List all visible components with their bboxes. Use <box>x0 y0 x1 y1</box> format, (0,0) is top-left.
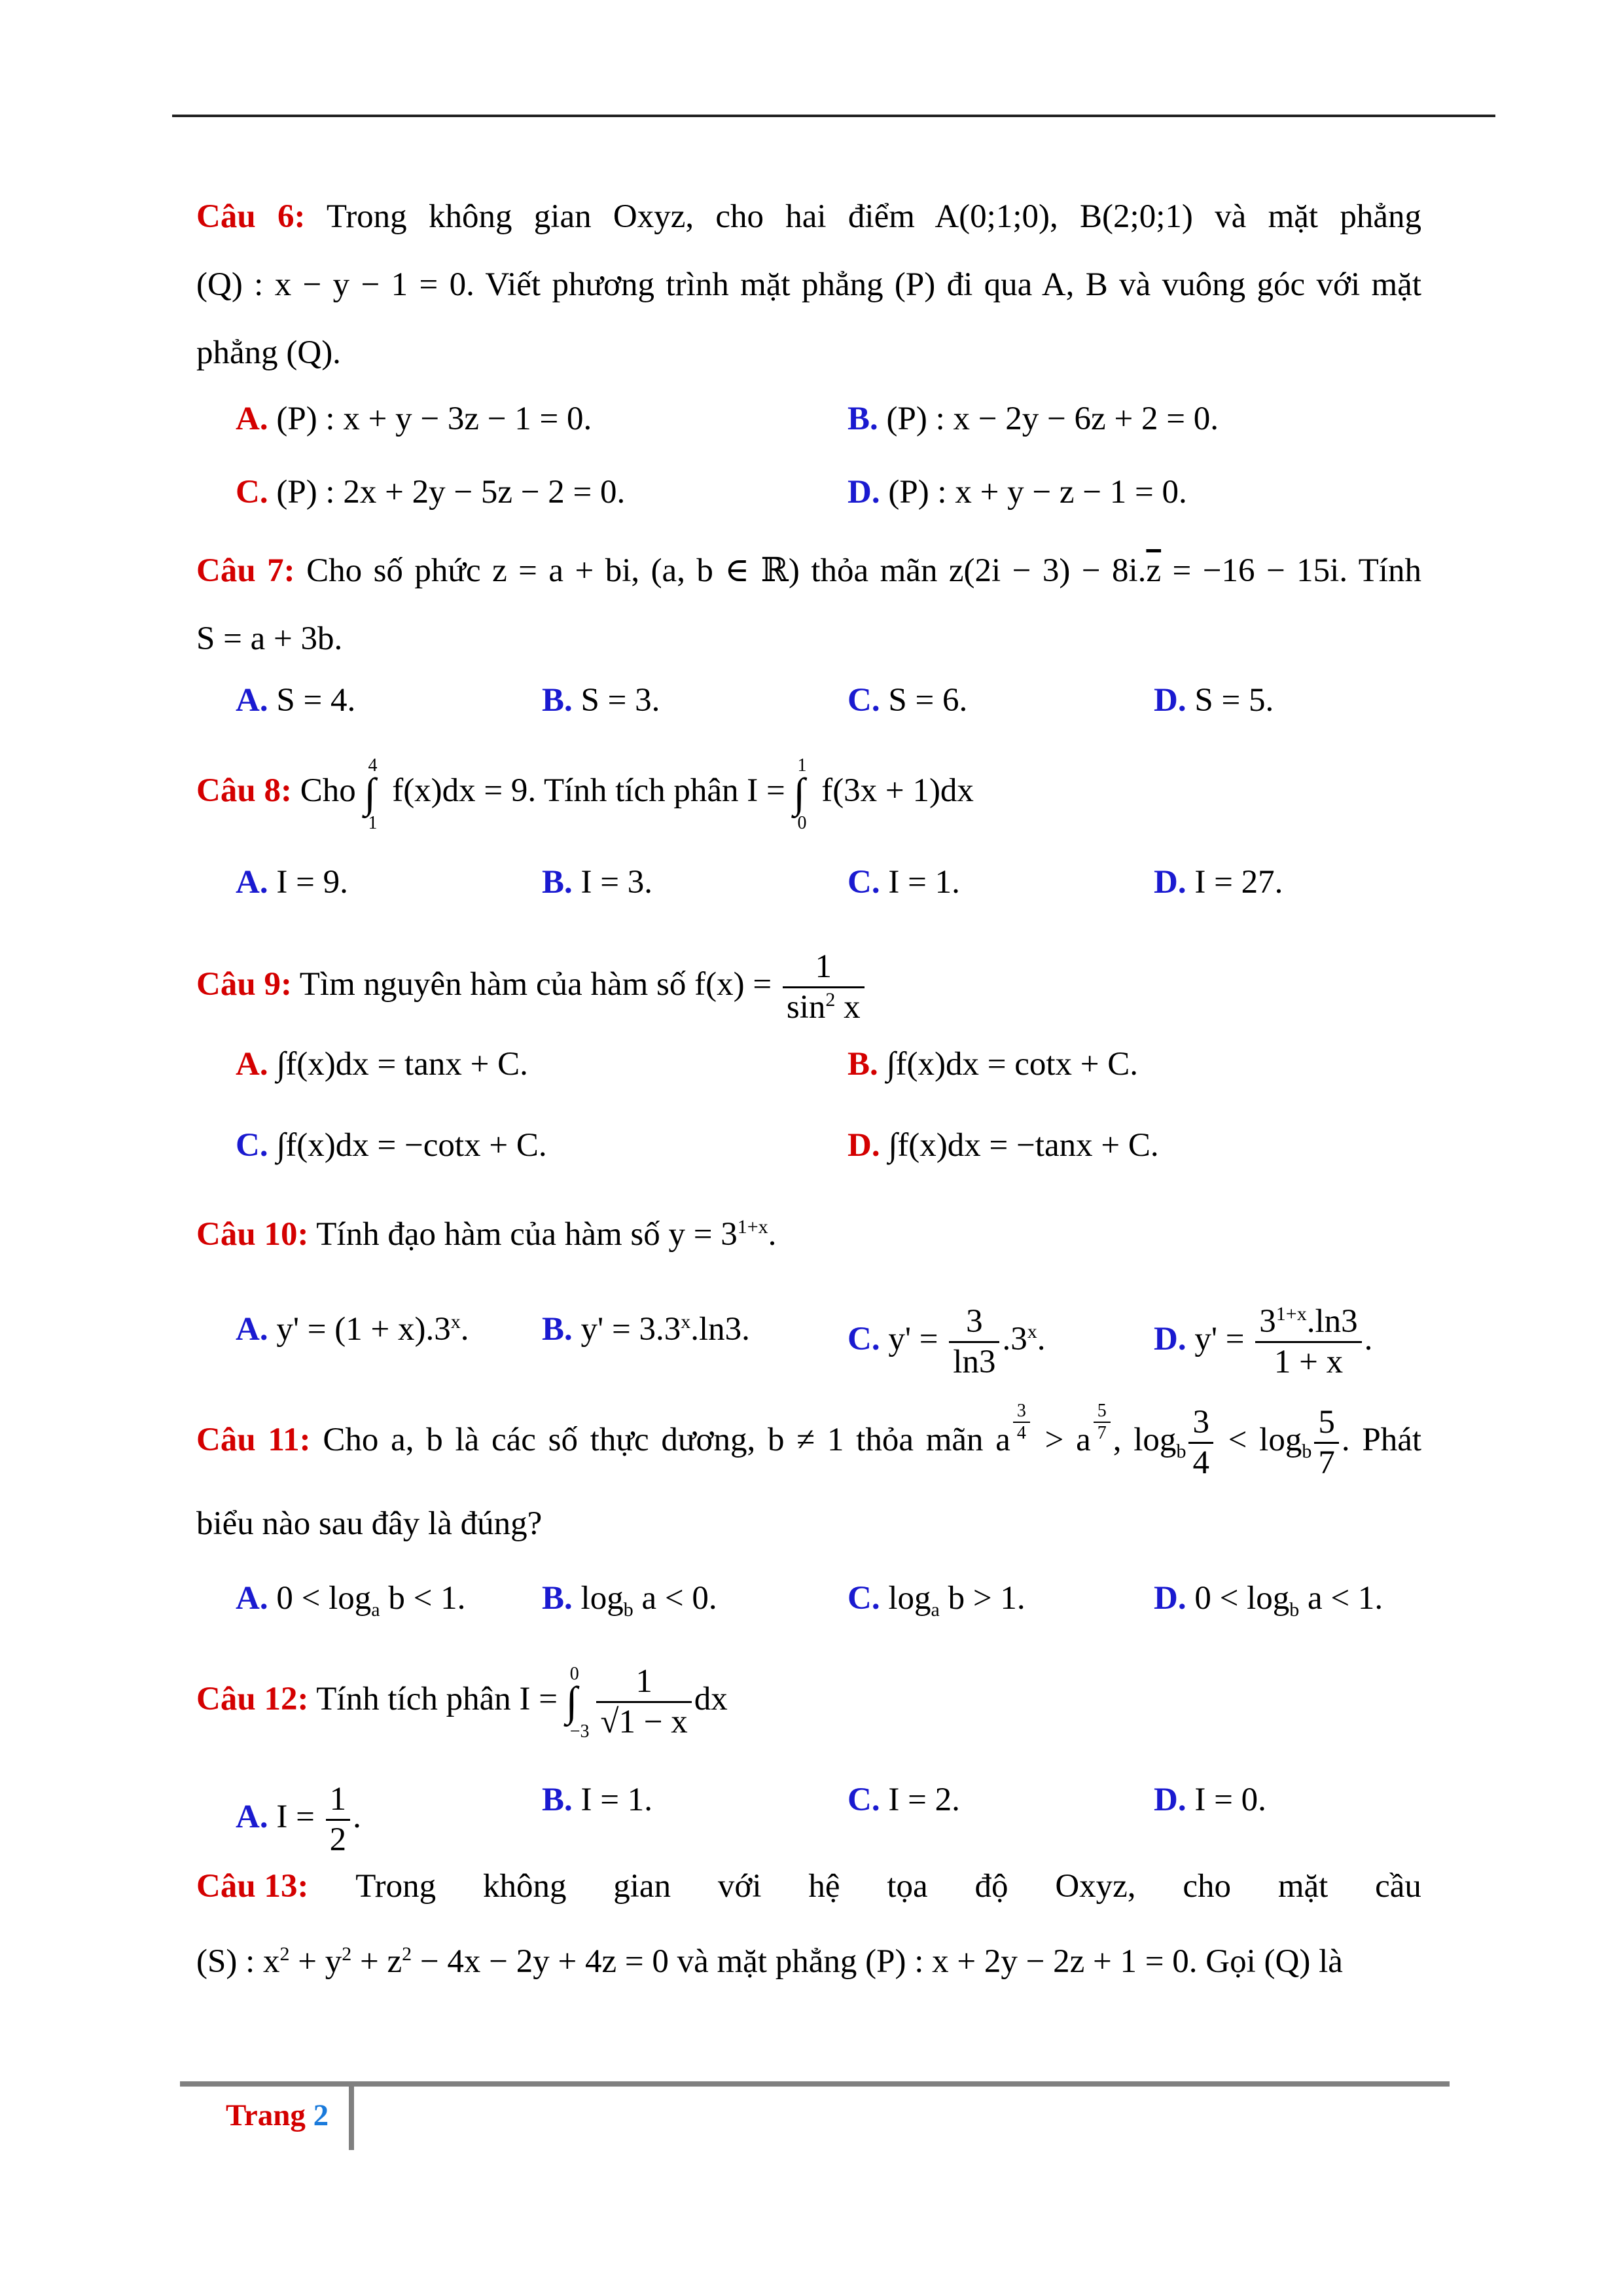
option-label: C. <box>847 1782 880 1818</box>
q13-word: gian <box>613 1868 671 1905</box>
log-base: b <box>623 1599 633 1621</box>
num-part: .ln3 <box>1306 1303 1358 1340</box>
integral-lower: −3 <box>569 1721 590 1742</box>
q13-word: cầu <box>1375 1868 1421 1905</box>
question-10 <box>196 1208 776 1254</box>
option-text: I = 1. <box>888 864 960 901</box>
option-text <box>276 1311 469 1348</box>
opt-part: .3 <box>1002 1320 1027 1357</box>
fraction-numerator: 3 <box>1192 1404 1209 1441</box>
opt-fraction <box>1255 1302 1361 1381</box>
q11-line-2: biểu nào sau đây là đúng? <box>196 1505 543 1543</box>
option-label: C. <box>847 1580 880 1617</box>
option-text: I = 2. <box>888 1782 960 1818</box>
q11-option-c[interactable] <box>847 1579 1026 1630</box>
q11-text: . Phát <box>1341 1422 1421 1459</box>
integral-sign: ∫ 1 0 <box>793 774 813 813</box>
fraction-denominator: 2 <box>326 1819 351 1859</box>
q13-word: Oxyz, <box>1055 1868 1136 1905</box>
opt-part: y' = 3.3 <box>580 1311 681 1348</box>
q13-word: cho <box>1183 1868 1231 1905</box>
q7-text: Cho số phức <box>306 552 481 589</box>
option-text: S = 6. <box>888 682 968 719</box>
cond-part: , log <box>1113 1422 1177 1459</box>
opt-fraction <box>949 1302 999 1381</box>
q9-option-c[interactable] <box>236 1126 547 1165</box>
eq-part: + y <box>289 1943 342 1980</box>
page-number: 2 <box>313 2098 329 2132</box>
option-text: S = 4. <box>276 682 356 719</box>
q7-option-b[interactable] <box>542 681 660 720</box>
integral-upper: 4 <box>368 755 378 776</box>
option-label: D. <box>847 1127 880 1164</box>
q10-option-c[interactable] <box>847 1302 1045 1381</box>
q7-option-d[interactable] <box>1154 681 1274 720</box>
fn-part: y = 3 <box>668 1216 738 1253</box>
opt-part: a < 0. <box>633 1580 717 1617</box>
q7-conjugate: $\overline{z}$ <box>1146 552 1162 589</box>
integral-upper: 0 <box>569 1664 579 1685</box>
option-label: C. <box>236 1127 268 1164</box>
opt-exponent: x <box>450 1311 461 1333</box>
fraction-numerator: 1 <box>635 1663 652 1700</box>
q13-sphere-eq <box>196 1943 669 1980</box>
opt-part: . <box>353 1798 361 1835</box>
option-label: A. <box>236 1798 268 1835</box>
q13-text: . Gọi (Q) là <box>1188 1943 1343 1980</box>
opt-part: a < 1. <box>1299 1580 1383 1617</box>
q12-option-d[interactable] <box>1154 1780 1266 1820</box>
q12-dx: dx <box>694 1680 728 1717</box>
q7-heading: Câu 7: <box>196 552 295 589</box>
q12-option-a[interactable] <box>236 1780 361 1859</box>
option-label: B. <box>542 1782 573 1818</box>
opt-part: b > 1. <box>939 1580 1026 1617</box>
option-label: D. <box>1154 1782 1186 1818</box>
q10-function <box>668 1216 776 1253</box>
q7-eq-part: z(2i − 3) − 8i. <box>948 552 1147 589</box>
fraction-denominator: 4 <box>1188 1442 1213 1482</box>
opt-exponent: x <box>681 1311 691 1333</box>
q8-text: Tính tích phân <box>544 772 739 809</box>
q8-option-c[interactable] <box>847 863 960 902</box>
q6-line-1 <box>196 183 1421 251</box>
q6-heading: Câu 6: <box>196 198 306 235</box>
question-13 <box>196 1852 1421 1996</box>
option-text <box>276 1580 466 1621</box>
q9-fraction <box>783 948 865 1026</box>
log-fraction <box>1188 1403 1213 1482</box>
option-label: A. <box>236 682 268 719</box>
exp-fraction <box>1094 1401 1111 1444</box>
fn-part: . <box>768 1216 777 1253</box>
option-label: C. <box>847 864 880 901</box>
q11-condition <box>995 1401 1342 1481</box>
q13-heading: Câu 13: <box>196 1868 309 1905</box>
q13-line-2 <box>196 1920 1421 1996</box>
q13-word: độ <box>974 1868 1008 1905</box>
option-label: B. <box>542 1311 573 1348</box>
num-exponent: 1+x <box>1275 1303 1307 1325</box>
q6-option-c[interactable] <box>236 473 625 512</box>
option-label: A. <box>236 864 268 901</box>
page-label: Trang <box>226 2098 306 2132</box>
log-fraction <box>1314 1403 1339 1482</box>
question-7 <box>196 537 1421 673</box>
fraction-denominator: 4 <box>1013 1422 1030 1444</box>
opt-part: b < 1. <box>380 1580 466 1617</box>
fn-exponent: 1+x <box>737 1216 768 1238</box>
option-label: C. <box>236 474 268 511</box>
option-label: C. <box>847 1320 880 1357</box>
q7-line-2: S = a + 3b. <box>196 620 343 657</box>
den-exponent: 2 <box>825 988 836 1011</box>
fraction-denominator: 1 + x <box>1255 1341 1361 1382</box>
q9-heading: Câu 9: <box>196 965 292 1003</box>
option-label: D. <box>847 474 880 511</box>
eq-part: + z <box>351 1943 402 1980</box>
q8-integrand: f(3x + 1)dx <box>821 772 974 809</box>
q9-function: f(x) = <box>694 965 772 1003</box>
q12-option-b[interactable] <box>542 1780 652 1820</box>
question-6 <box>196 183 1421 387</box>
eq-exponent: 2 <box>342 1943 352 1965</box>
opt-part: .ln3. <box>690 1311 750 1348</box>
fraction-numerator <box>1255 1302 1361 1341</box>
q12-fraction <box>596 1662 691 1741</box>
q13-word: mặt <box>1277 1868 1329 1905</box>
option-text <box>580 1580 717 1621</box>
option-text <box>888 1580 1026 1621</box>
opt-part: . <box>1364 1320 1373 1357</box>
option-label: B. <box>542 682 573 719</box>
q9-option-b[interactable] <box>847 1045 1138 1084</box>
question-9 <box>196 948 867 1026</box>
opt-part: 0 < log <box>1194 1580 1290 1617</box>
opt-part: 0 < log <box>276 1580 372 1617</box>
option-text: S = 5. <box>1194 682 1274 719</box>
option-text: I = 1. <box>580 1782 653 1818</box>
fraction-numerator: 3 <box>966 1303 983 1340</box>
option-label: C. <box>847 682 880 719</box>
q8-option-d[interactable] <box>1154 863 1283 902</box>
exp-fraction <box>1013 1401 1030 1444</box>
opt-part: log <box>888 1580 931 1617</box>
log-base: b <box>1289 1599 1300 1621</box>
q11-heading: Câu 11: <box>196 1422 311 1459</box>
question-11 <box>196 1401 1421 1560</box>
q8-heading: Câu 8: <box>196 772 292 809</box>
q13-word: hệ <box>808 1868 840 1905</box>
q12-option-c[interactable] <box>847 1780 960 1820</box>
q13-line-1 <box>196 1852 1421 1920</box>
q7-text: Tính <box>1358 552 1421 589</box>
option-label: A. <box>236 1046 268 1083</box>
option-text: ∫f(x)dx = cotx + C. <box>886 1046 1139 1083</box>
eq-exponent: 2 <box>402 1943 412 1965</box>
option-text: ∫f(x)dx = tanx + C. <box>276 1046 528 1083</box>
footer-separator <box>349 2085 354 2150</box>
q8-i-eq: I = <box>747 772 785 809</box>
q13-word: không <box>482 1868 567 1905</box>
q6-stem-1: Trong không gian Oxyz, cho hai điểm A(0;1;0), B(2;0;1) và mặt phẳng <box>326 198 1421 235</box>
option-text: I = 9. <box>276 864 348 901</box>
q13-plane-eq: (P) : x + 2y − 2z + 1 = 0 <box>865 1943 1189 1980</box>
opt-fraction <box>326 1780 351 1859</box>
q12-text: Tính tích phân <box>316 1680 511 1717</box>
q7-option-c[interactable] <box>847 681 967 720</box>
question-8 <box>196 755 974 834</box>
q11-text: Cho a, b là các số thực dương, b ≠ 1 thỏa mãn <box>323 1422 984 1459</box>
fraction-denominator: 7 <box>1094 1422 1111 1444</box>
q11-option-a[interactable] <box>236 1579 465 1630</box>
q8-text: Cho <box>300 772 356 809</box>
fraction-denominator: √1 − x <box>596 1701 691 1742</box>
option-text: I = 0. <box>1194 1782 1266 1818</box>
fraction-numerator: 3 <box>1016 1401 1026 1421</box>
option-label: B. <box>847 401 878 437</box>
eq-part: − 4x − 2y + 4z = 0 <box>412 1943 669 1980</box>
eq-exponent: 2 <box>279 1943 290 1965</box>
opt-part: y' = <box>1194 1320 1245 1357</box>
fraction-numerator: 1 <box>815 948 832 985</box>
q10-option-d[interactable] <box>1154 1302 1372 1381</box>
option-text: (P) : 2x + 2y − 5z − 2 = 0. <box>276 474 626 511</box>
option-text: S = 3. <box>580 682 660 719</box>
option-label: A. <box>236 401 268 437</box>
q12-i-eq: I = <box>519 1680 558 1717</box>
q13-word: tọa <box>887 1868 928 1905</box>
opt-part: . <box>1037 1320 1046 1357</box>
num-part: 3 <box>1259 1303 1276 1340</box>
cond-part: a <box>995 1422 1010 1459</box>
fraction-denominator <box>783 986 865 1027</box>
q6-line-2 <box>196 251 1421 319</box>
q11-option-d[interactable] <box>1154 1579 1383 1630</box>
eq-part: (S) : x <box>196 1943 280 1980</box>
option-text <box>581 1311 750 1348</box>
option-text: I = 27. <box>1194 864 1283 901</box>
question-12 <box>196 1662 728 1741</box>
option-text: (P) : x + y − 3z − 1 = 0. <box>276 401 592 437</box>
option-text: (P) : x − 2y − 6z + 2 = 0. <box>886 401 1219 437</box>
den-part: x <box>835 988 861 1026</box>
q10-option-a[interactable] <box>236 1302 469 1349</box>
integral-sign: ∫ 0 −3 <box>566 1682 586 1721</box>
option-label: B. <box>542 864 573 901</box>
option-label: B. <box>847 1046 878 1083</box>
cond-part: > a <box>1032 1422 1091 1459</box>
fraction-denominator: 7 <box>1314 1442 1339 1482</box>
option-label: A. <box>236 1311 268 1348</box>
q6-option-a[interactable] <box>236 399 592 439</box>
q12-heading: Câu 12: <box>196 1680 309 1717</box>
fraction-numerator: 1 <box>329 1781 347 1818</box>
q13-word: Trong <box>355 1868 437 1905</box>
option-text <box>1194 1580 1383 1621</box>
opt-part: log <box>580 1580 624 1617</box>
q7-text: thỏa mãn <box>811 552 938 589</box>
opt-part: y' = (1 + x).3 <box>276 1311 451 1348</box>
option-label: D. <box>1154 864 1186 901</box>
q7-eq-part: = −16 − 15i. <box>1161 552 1348 589</box>
option-label: D. <box>1154 1320 1186 1357</box>
header-rule <box>172 115 1495 117</box>
q7-option-a[interactable] <box>236 681 355 720</box>
fraction-denominator: ln3 <box>949 1341 999 1382</box>
integral-upper: 1 <box>797 755 807 776</box>
q7-equation <box>949 552 1347 589</box>
option-text: (P) : x + y − z − 1 = 0. <box>888 474 1187 511</box>
q13-word: với <box>717 1868 762 1905</box>
option-label: A. <box>236 1580 268 1617</box>
log-base: a <box>931 1599 940 1621</box>
q8-option-a[interactable] <box>236 863 348 902</box>
q11-line-1 <box>196 1401 1421 1488</box>
integral-sign: ∫ 4 1 <box>364 774 383 813</box>
q7-complex-def: z = a + bi, (a, b ∈ ℝ) <box>492 552 800 589</box>
q6-option-d[interactable] <box>847 473 1187 512</box>
footer-rule <box>180 2081 1450 2087</box>
page-footer <box>226 2098 329 2133</box>
fraction-numerator: 5 <box>1318 1404 1335 1441</box>
integral-lower: 1 <box>368 813 378 834</box>
q9-option-a[interactable] <box>236 1045 528 1084</box>
log-base: b <box>1302 1441 1312 1463</box>
opt-part: . <box>460 1311 469 1348</box>
q10-heading: Câu 10: <box>196 1216 309 1253</box>
q6-line-3: phẳng (Q). <box>196 334 341 371</box>
log-base: a <box>371 1599 380 1621</box>
q6-plane-q: (Q) : x − y − 1 = 0. <box>196 266 474 303</box>
cond-part: < log <box>1215 1422 1302 1459</box>
q13-text: và mặt phẳng <box>668 1943 866 1980</box>
den-part: sin <box>786 988 826 1026</box>
opt-part: y' = <box>888 1320 938 1357</box>
q6-option-b[interactable] <box>847 399 1219 439</box>
fraction-numerator: 5 <box>1097 1401 1107 1421</box>
q8-given: f(x)dx = 9. <box>392 772 537 809</box>
integral-lower: 0 <box>797 813 807 834</box>
option-text: I = 3. <box>580 864 653 901</box>
opt-part: I = <box>276 1798 315 1835</box>
q11-option-b[interactable] <box>542 1579 717 1630</box>
q9-text: Tìm nguyên hàm của hàm số <box>299 965 687 1003</box>
q8-option-b[interactable] <box>542 863 652 902</box>
q10-option-b[interactable] <box>542 1302 750 1349</box>
option-text: ∫f(x)dx = −cotx + C. <box>276 1127 547 1164</box>
opt-exponent: x <box>1027 1320 1037 1342</box>
q9-option-d[interactable] <box>847 1126 1159 1165</box>
option-label: D. <box>1154 682 1186 719</box>
option-text: ∫f(x)dx = −tanx + C. <box>888 1127 1159 1164</box>
q10-text: Tính đạo hàm của hàm số <box>316 1216 660 1253</box>
q6-stem-2: Viết phương trình mặt phẳng (P) đi qua A, B và vuông góc với mặt <box>485 266 1421 303</box>
option-label: B. <box>542 1580 573 1617</box>
log-base: b <box>1176 1441 1186 1463</box>
q7-line-1 <box>196 537 1421 605</box>
option-label: D. <box>1154 1580 1186 1617</box>
